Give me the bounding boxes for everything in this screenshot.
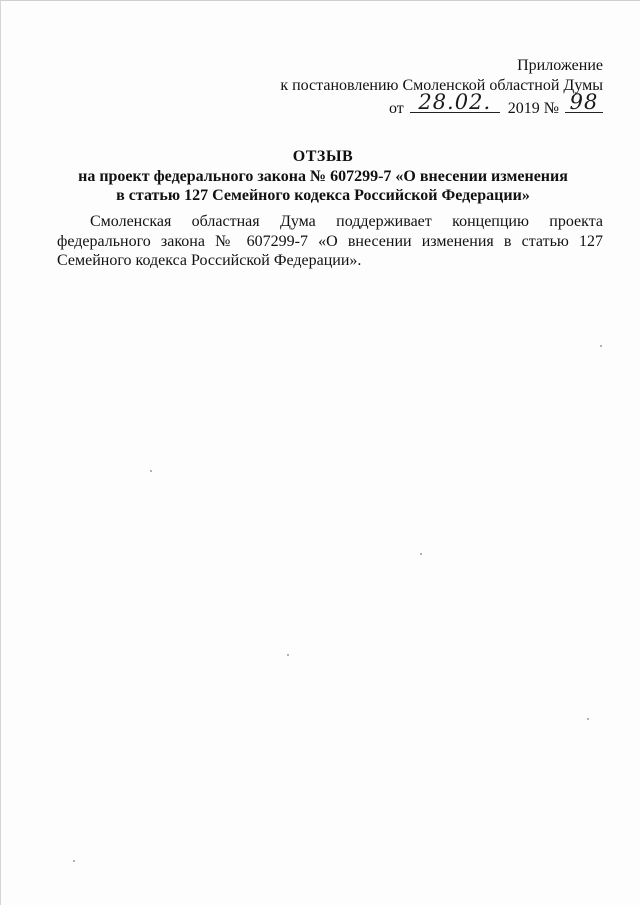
handwritten-date: 28.02. bbox=[418, 90, 492, 114]
from-label: от bbox=[388, 100, 404, 117]
page-edge-top bbox=[0, 0, 640, 1]
heading-line-1: на проект федерального закона № 607299-7 «О внесении изменения bbox=[78, 168, 568, 185]
scan-speck bbox=[600, 345, 602, 347]
heading-line-2: в статью 127 Семейного кодекса Российской Федерации» bbox=[116, 187, 530, 204]
scan-speck bbox=[287, 654, 289, 656]
scan-speck bbox=[587, 718, 589, 720]
page-edge-left bbox=[0, 0, 1, 905]
scan-speck bbox=[420, 553, 422, 555]
appendix-title: Приложение bbox=[517, 57, 603, 74]
appendix-resolution-ref: к постановлению Смоленской областной Думы bbox=[280, 76, 603, 94]
handwritten-number: 98 bbox=[569, 90, 599, 114]
document-title: ОТЗЫВ bbox=[292, 148, 354, 165]
document-heading bbox=[60, 147, 586, 205]
body-paragraph: Смоленская областная Дума поддерживает концепцию проекта федерального закона № 607299-7 «О внесении изменения в статью 127 Семейного кодекса Российской Федерации». bbox=[57, 213, 603, 269]
date-field bbox=[410, 90, 500, 114]
scan-speck bbox=[73, 860, 75, 862]
number-field bbox=[565, 90, 603, 114]
year-label: 2019 № bbox=[507, 100, 559, 117]
appendix-block bbox=[280, 56, 603, 119]
appendix-date-line bbox=[280, 90, 603, 119]
scan-speck bbox=[150, 470, 152, 472]
